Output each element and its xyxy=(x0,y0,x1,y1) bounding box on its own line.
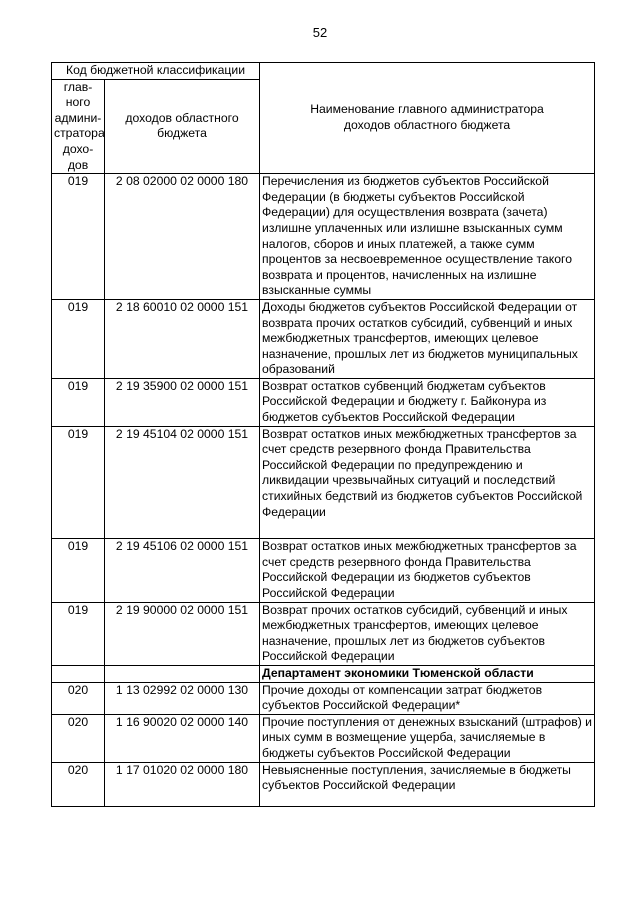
header-group-cell: Код бюджетной классификации xyxy=(52,63,260,80)
header-code-text: доходов областного бюджета xyxy=(125,110,239,141)
header-admin-cell xyxy=(52,79,105,174)
budget-code-cell xyxy=(105,665,260,682)
admin-code-cell: 019 xyxy=(52,602,105,665)
admin-code-cell: 019 xyxy=(52,299,105,378)
section-row xyxy=(52,665,595,682)
admin-code-cell: 019 xyxy=(52,426,105,539)
budget-code-cell: 2 08 02000 02 0000 180 xyxy=(105,174,260,300)
table-row xyxy=(52,174,595,300)
header-admin-text: глав- ного админи- стратора дохо- дов xyxy=(54,79,105,172)
revenue-name-cell: Доходы бюджетов субъектов Российской Федерации от возврата прочих остатков субсидий, субвенций и иных межбюджетных трансфертов, имеющих целевое назначение, прошлых лет из бюджетов муниципальных образований xyxy=(260,299,595,378)
table-row xyxy=(52,762,595,806)
admin-code-cell: 020 xyxy=(52,762,105,806)
revenue-name-cell: Возврат остатков иных межбюджетных трансфертов за счет средств резервного фонда Правительства Российской Федерации из бюджетов субъектов Российской Федерации xyxy=(260,539,595,602)
budget-code-cell: 1 13 02992 02 0000 130 xyxy=(105,682,260,714)
table-row xyxy=(52,299,595,378)
header-row-group xyxy=(52,63,595,80)
admin-code-cell: 020 xyxy=(52,714,105,762)
header-name-cell xyxy=(260,63,595,174)
revenue-name-cell: Прочие доходы от компенсации затрат бюджетов субъектов Российской Федерации* xyxy=(260,682,595,714)
revenue-name-cell: Возврат остатков субвенций бюджетам субъектов Российской Федерации и бюджету г. Байконура из бюджетов субъектов Российской Федерации xyxy=(260,378,595,426)
admin-code-cell: 019 xyxy=(52,539,105,602)
admin-code-cell xyxy=(52,665,105,682)
table-row xyxy=(52,539,595,602)
revenue-name-cell: Департамент экономики Тюменской области xyxy=(260,665,595,682)
budget-code-cell: 1 16 90020 02 0000 140 xyxy=(105,714,260,762)
table-row xyxy=(52,682,595,714)
header-name-text: Наименование главного администратора доходов областного бюджета xyxy=(310,102,544,133)
revenue-name-cell: Невыясненные поступления, зачисляемые в бюджеты субъектов Российской Федерации xyxy=(260,762,595,806)
table-row xyxy=(52,602,595,665)
budget-code-cell: 2 19 45106 02 0000 151 xyxy=(105,539,260,602)
table-row xyxy=(52,426,595,539)
budget-code-cell: 2 19 90000 02 0000 151 xyxy=(105,602,260,665)
budget-code-cell: 2 18 60010 02 0000 151 xyxy=(105,299,260,378)
admin-code-cell: 019 xyxy=(52,378,105,426)
budget-code-cell: 1 17 01020 02 0000 180 xyxy=(105,762,260,806)
page-number: 52 xyxy=(312,25,328,40)
budget-classification-table xyxy=(51,62,595,807)
revenue-name-cell: Перечисления из бюджетов субъектов Российской Федерации (в бюджеты субъектов Российской Федерации) для осуществления возврата (зачета) излишне уплаченных или излишне взысканных сумм налогов, сборов и иных платежей, а также сумм процентов за несвоевременное осуществление такого возврата и процентов, начисленных на излишне взысканные суммы xyxy=(260,174,595,300)
table-row xyxy=(52,714,595,762)
budget-code-cell: 2 19 45104 02 0000 151 xyxy=(105,426,260,539)
admin-code-cell: 019 xyxy=(52,174,105,300)
header-code-cell xyxy=(105,79,260,174)
budget-code-cell: 2 19 35900 02 0000 151 xyxy=(105,378,260,426)
revenue-name-cell: Возврат остатков иных межбюджетных трансфертов за счет средств резервного фонда Правительства Российской Федерации по предупреждению и ликвидации чрезвычайных ситуаций и последствий стихийных бедствий из бюджетов субъектов Российской Федерации xyxy=(260,426,595,539)
table-row xyxy=(52,378,595,426)
admin-code-cell: 020 xyxy=(52,682,105,714)
revenue-name-cell: Возврат прочих остатков субсидий, субвенций и иных межбюджетных трансфертов, имеющих целевое назначение, прошлых лет из бюджетов субъектов Российской Федерации xyxy=(260,602,595,665)
revenue-name-cell: Прочие поступления от денежных взысканий (штрафов) и иных сумм в возмещение ущерба, зачисляемые в бюджеты субъектов Российской Федерации xyxy=(260,714,595,762)
